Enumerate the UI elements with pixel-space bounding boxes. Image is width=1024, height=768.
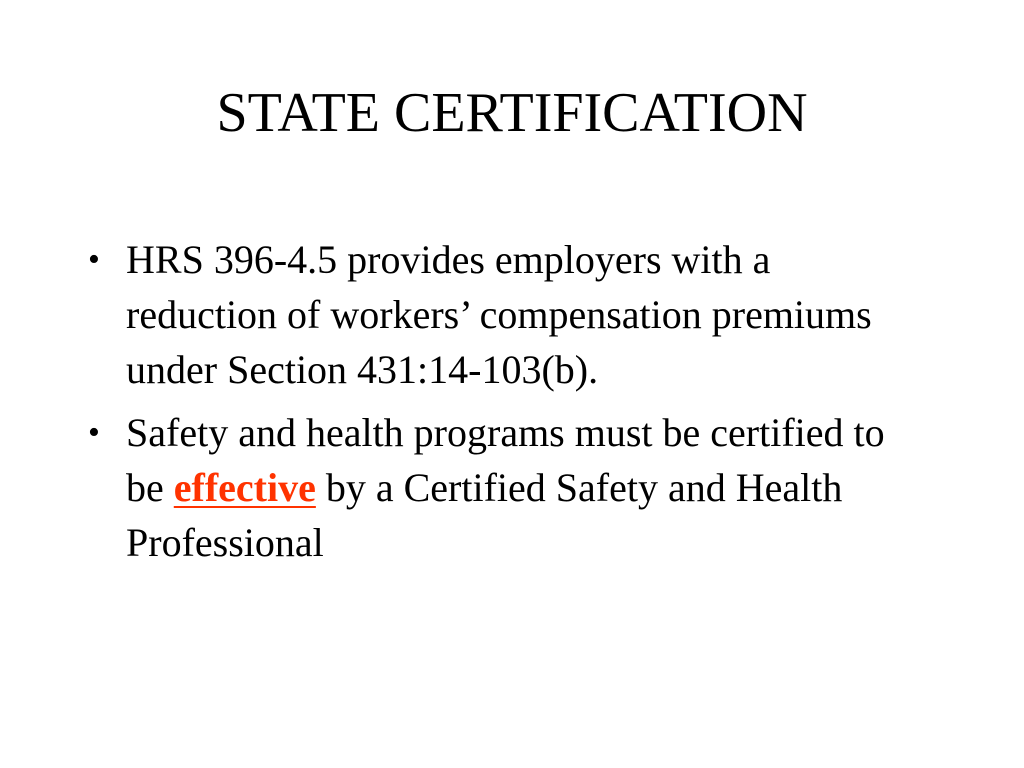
bullet-dot-icon: •: [88, 414, 100, 451]
slide-title: STATE CERTIFICATION: [216, 82, 808, 144]
bullet-item-certification: [86, 405, 906, 570]
emphasis-effective: effective: [173, 465, 316, 510]
bullet-list: [86, 232, 906, 578]
bullet-text-before: Safety and health programs must be certified to be: [126, 410, 885, 510]
bullet-item-hrs: [86, 232, 906, 397]
bullet-text-after: by a Certified Safety and Health Professional: [126, 465, 843, 565]
bullet-text: HRS 396-4.5 provides employers with a reduction of workers’ compensation premiums under Section 431:14-103(b).: [126, 237, 872, 392]
bullet-dot-icon: •: [88, 241, 100, 278]
